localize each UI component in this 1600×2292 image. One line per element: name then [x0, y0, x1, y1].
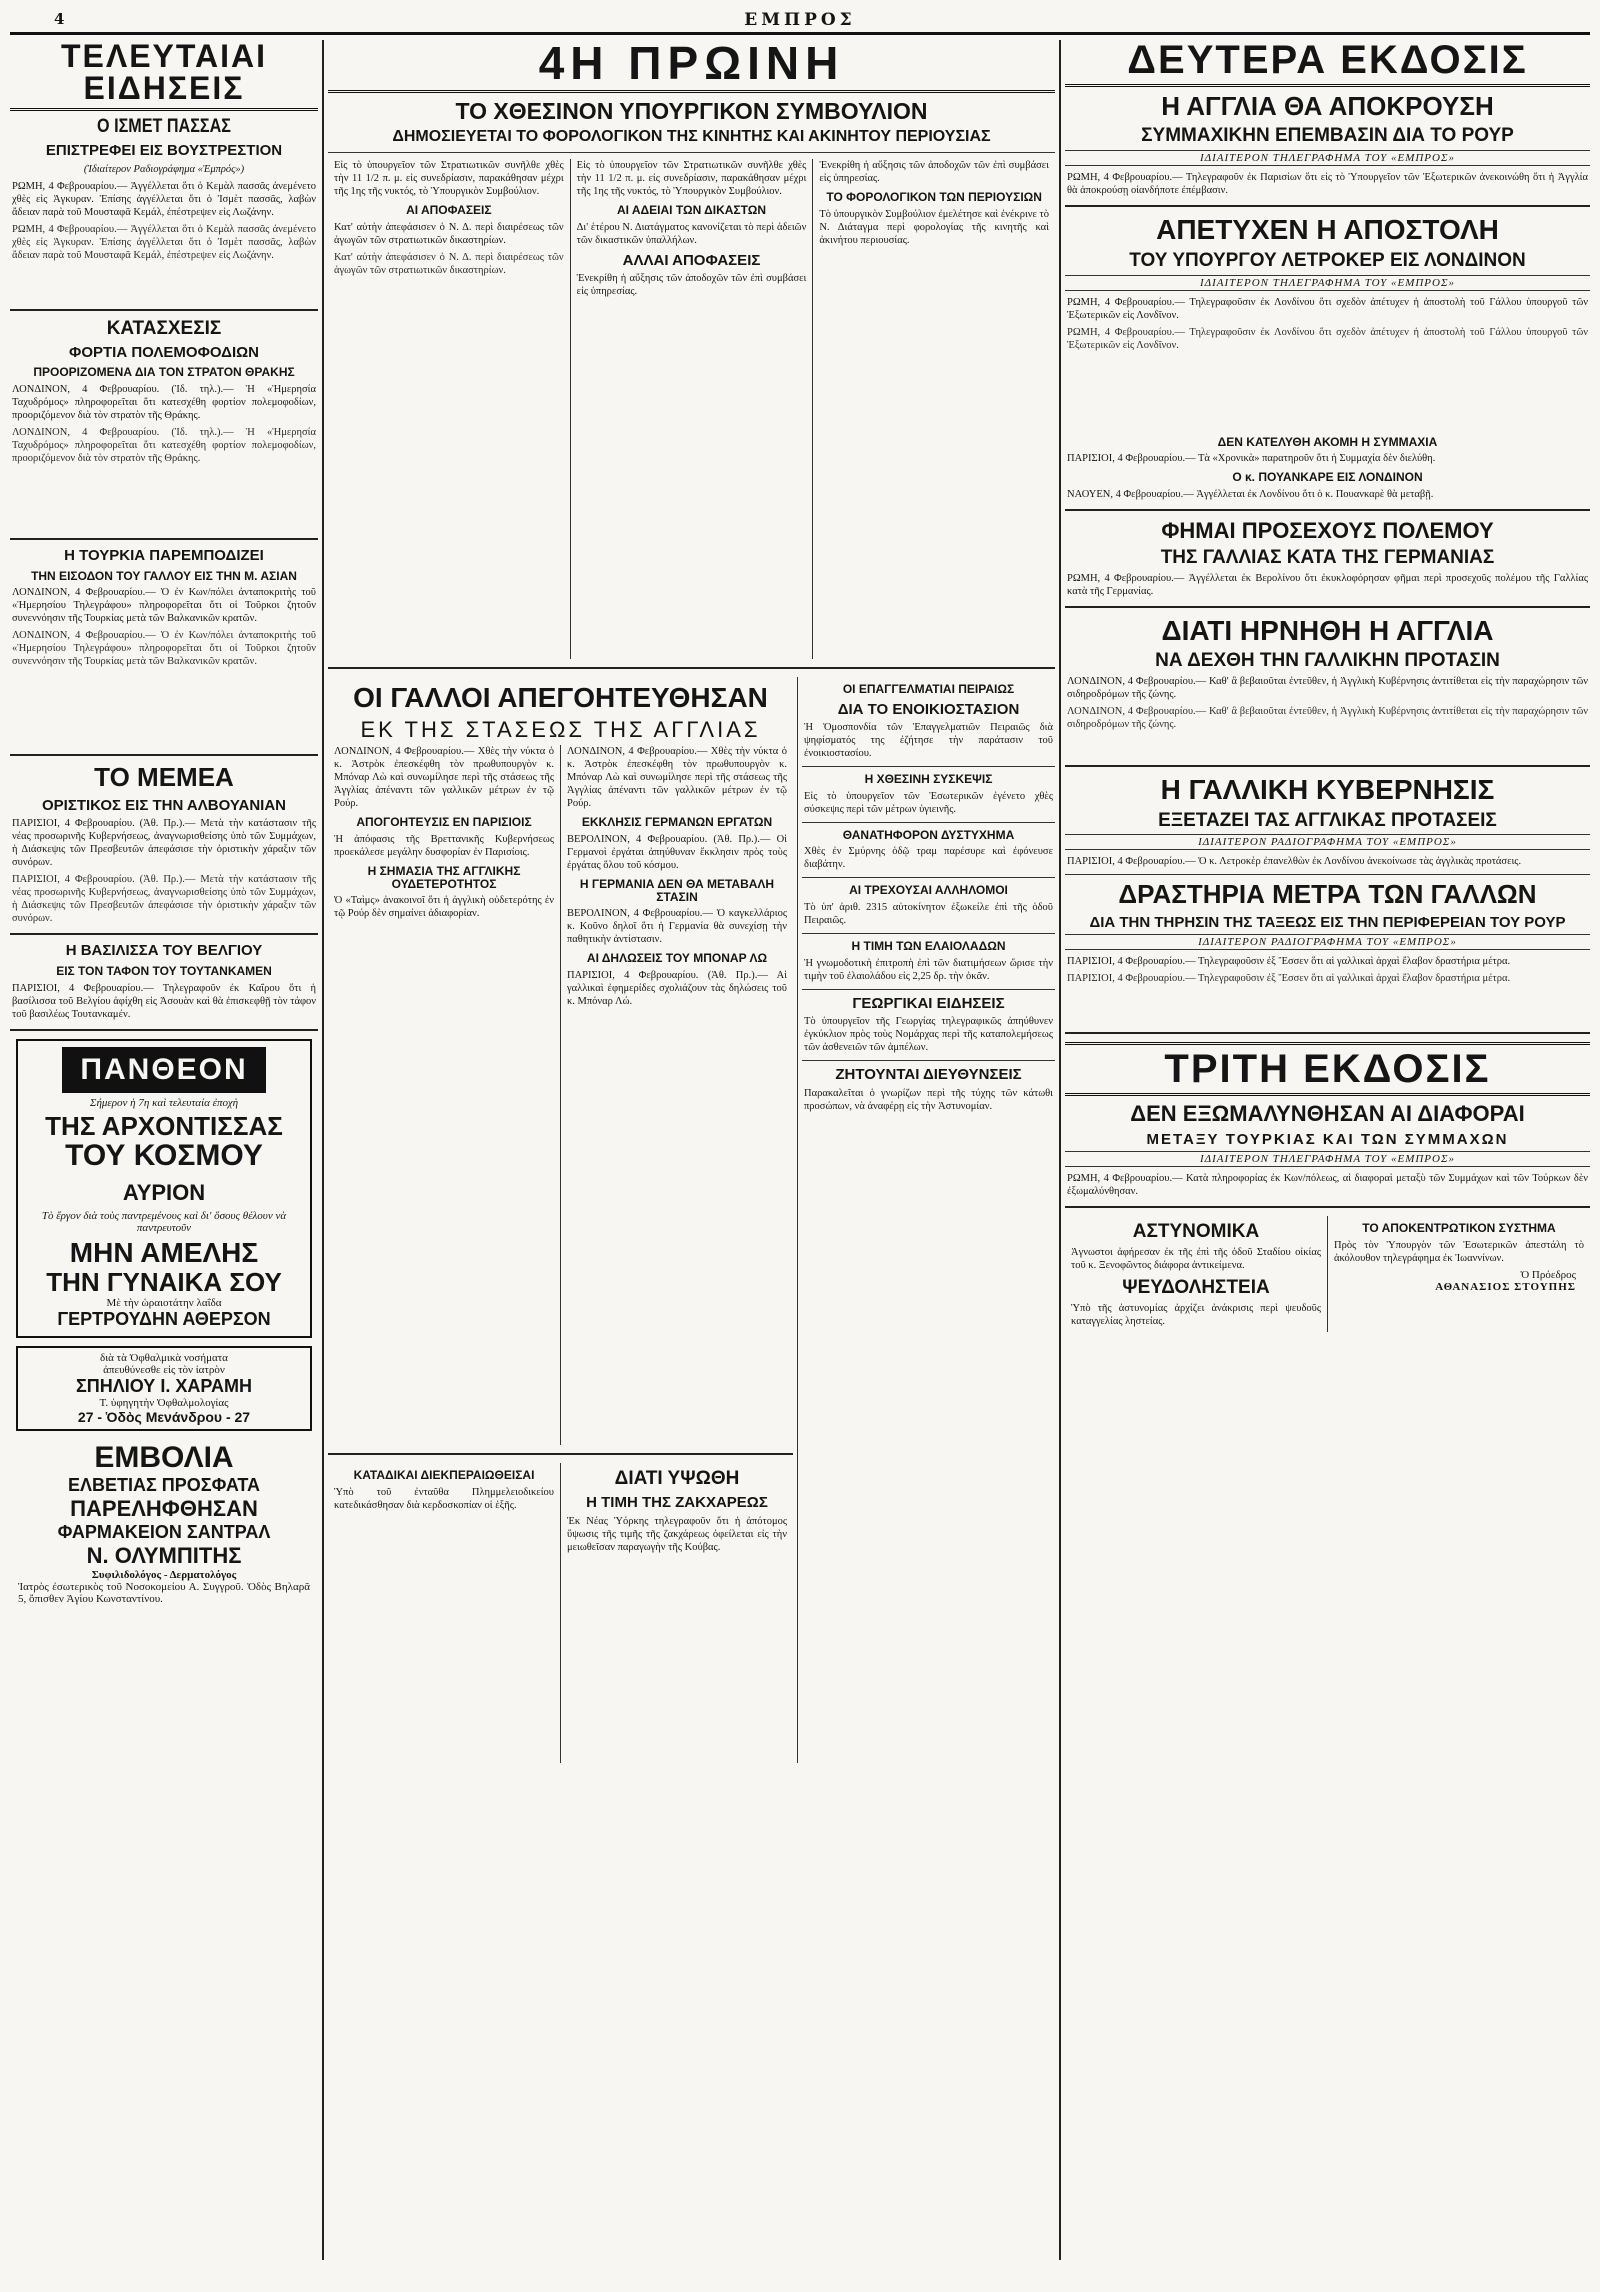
divider: [1065, 1206, 1590, 1208]
ad-pantheon-line3: ΤΟΥ ΚΟΣΜΟΥ: [65, 1139, 263, 1172]
subhead-arnithi: ΝΑ ΔΕΧΘΗ ΤΗΝ ΓΑΛΛΙΚΗΝ ΠΡΟΤΑΣΙΝ: [1155, 650, 1500, 672]
article-simasia: Ὁ «Ταὶμς» ἀνακοινοῖ ὅτι ἡ ἀγγλικὴ οὐδετερότης ἐν τῷ Ρούρ δὲν σημαίνει ἀδιαφορίαν.: [334, 895, 554, 920]
article-elaiolada: Ἡ γνωμοδοτικὴ ἐπιτροπὴ ἐπὶ τῶν διατιμήσεων ὥρισε τὴν τιμὴν τοῦ ἐλαιολάδου εἰς 2,25 δρ. τὴν ὀκᾶν.: [804, 957, 1053, 982]
headline-astynomika: ΑΣΤΥΝΟΜΙΚΑ: [1132, 1221, 1260, 1243]
galloi-col-2: [560, 745, 793, 1445]
signature-name: ΑΘΑΝΑΣΙΟΣ ΣΤΟΥΠΗΣ: [1435, 1280, 1576, 1293]
headline-fimai: ΦΗΜΑΙ ΠΡΟΣΕΧΟΥΣ ΠΟΛΕΜΟΥ: [1161, 517, 1494, 543]
article-arnithi-continued: ΛΟΝΔΙΝΟΝ, 4 Φεβρουαρίου.— Καθ' ἃ βεβαιοῦται ἐντεῦθεν, ἡ Ἀγγλικὴ Κυβέρνησις ἀντιτίθεται εἰς τὴν παραχώρησιν τῶν σιδηροδρόμων τῆς ζώνης.: [1067, 706, 1588, 731]
article-kyvernisis: ΠΑΡΙΣΙΟΙ, 4 Φεβρουαρίου.— Ὁ κ. Λετροκὲρ ἐπανελθὼν ἐκ Λονδίνου ἀνεκοίνωσε τὰς ἀγγλικὰς προτάσεις.: [1067, 856, 1522, 868]
banner-second-edition: ΔΕΥΤΕΡΑ ΕΚΔΟΣΙΣ: [1065, 40, 1590, 87]
ad-emvolia-line1: ΕΜΒΟΛΙΑ: [94, 1440, 234, 1474]
source-kyvernisis: ΙΔΙΑΙΤΕΡΟΝ ΡΑΔΙΟΓΡΑΦΗΜΑ ΤΟΥ «ΕΜΠΡΟΣ»: [1065, 834, 1590, 850]
newspaper-page: [10, 10, 1590, 2272]
article-vasilissa: ΠΑΡΙΣΙΟΙ, 4 Φεβρουαρίου.— Τηλεγραφοῦν ἐκ Καΐρου ὅτι ἡ βασίλισσα τοῦ Βελγίου ἀφίχθη εἰς Ἀσουὰν καὶ θὰ ἐπισκεφθῇ τὸν τάφον τοῦ βασιλέως Τουτανκαμέν.: [12, 982, 316, 1020]
galloi-section: [328, 677, 798, 1763]
article-diekperaioseis: Ὑπὸ τοῦ ἐνταῦθα Πλημμελειοδικείου κατεδικάσθησαν διὰ κερδοσκοπίαν οἱ ἑξῆς.: [334, 1487, 554, 1512]
divider: [1065, 765, 1590, 767]
article-forologikon: Τὸ ὑπουργικὸν Συμβούλιον ἐμελέτησε καὶ ἐνέκρινε τὸ Ν. Διάταγμα περὶ φορολογίας τῆς κινητῆς καὶ ἀκινήτου περιουσίας.: [819, 208, 1050, 246]
subhead-memea: ΟΡΙΣΤΙΚΟΣ ΕΙΣ ΤΗΝ ΑΛΒΟΥΑΝΙΑΝ: [42, 796, 286, 814]
headline-forologikon: ΤΟ ΦΟΡΟΛΟΓΙΚΟΝ ΤΩΝ ΠΕΡΙΟΥΣΙΩΝ: [826, 189, 1042, 204]
article-ismet-continued: ΡΩΜΗ, 4 Φεβρουαρίου.— Ἀγγέλλεται ὅτι ὁ Κεμὰλ πασσᾶς ἀνεμένετο χθὲς εἰς Ἀγκυραν. Ἐπίσης ἀγγέλλεται ὅτι ὁ Ἰσμὲτ πασσᾶς, λαβὼν ἄδειαν παρὰ τοῦ Μουσταφᾶ Κεμάλ, ἐπέστρεψεν εἰς Λωζάνην.: [12, 223, 316, 261]
divider: [10, 1029, 318, 1031]
column-rule: [1059, 40, 1061, 2260]
police-columns: [1065, 1216, 1590, 1332]
article-galloi-continued: ΛΟΝΔΙΝΟΝ, 4 Φεβρουαρίου.— Χθὲς τὴν νύκτα ὁ κ. Ἀστρὸκ ἐπεσκέφθη τὸν πρωθυπουργὸν κ. Μπόναρ Λὼ καὶ συνωμίλησε περὶ τῆς στάσεως τῆς Ἀγγλίας ἀπέναντι τῶν γαλλικῶν μέτρων ἐν τῷ Ρούρ.: [567, 746, 787, 810]
article-thanatosis: Χθὲς ἐν Σμύρνης ὁδῷ τραμ παρέσυρε καὶ ἐφόνευσε διαβάτην.: [804, 846, 1053, 871]
police-col-2: [1327, 1216, 1590, 1332]
headline-kyvernisis: Η ΓΑΛΛΙΚΗ ΚΥΒΕΡΝΗΣΙΣ: [1160, 774, 1495, 806]
column-latest-news: [10, 40, 318, 2265]
ad-pantheon-line4: ΑΥΡΙΟΝ: [122, 1179, 206, 1205]
article-apofaseis-continued: Κατ' αὐτὴν ἀπεφάσισεν ὁ Ν. Δ. περὶ διαιρέσεως τῶν ἀγωγῶν τῶν στρατιωτικῶν δικαστηρίων.: [334, 251, 564, 276]
divider: [328, 1453, 793, 1455]
ad-pantheon-line7: ΤΗΝ ΓΥΝΑΙΚΑ ΣΟΥ: [46, 1267, 282, 1298]
subhead-kataschesis: ΦΟΡΤΙΑ ΠΟΛΕΜΟΦΟΔΙΩΝ: [69, 343, 259, 361]
article-allai: Ἐνεκρίθη ἡ αὔξησις τῶν ἀποδοχῶν τῶν ἐπὶ συμβάσει εἰς ὑπηρεσίας.: [576, 273, 807, 298]
ad-pantheon-line6: ΜΗΝ ΑΜΕΛΗΣ: [69, 1236, 259, 1268]
subhead-metra: ΔΙΑ ΤΗΝ ΤΗΡΗΣΙΝ ΤΗΣ ΤΑΞΕΩΣ ΕΙΣ ΤΗΝ ΠΕΡΙΦΕΡΕΙΑΝ ΤΟΥ ΡΟΥΡ: [1089, 913, 1566, 931]
ad-emvolia-line4: ΦΑΡΜΑΚΕΙΟΝ ΣΑΝΤΡΑΛ: [57, 1521, 271, 1542]
article-metra: ΠΑΡΙΣΙΟΙ, 4 Φεβρουαρίου.— Τηλεγραφοῦσιν ἐξ Ἔσσεν ὅτι αἱ γαλλικαὶ ἀρχαὶ ἔλαβον δραστήρια μέτρα.: [1067, 956, 1511, 968]
article-germanoi: ΒΕΡΟΛΙΝΟΝ, 4 Φεβρουαρίου. (Ἀθ. Πρ.).— Οἱ Γερμανοὶ ἐργάται ἀπηύθυναν ἔκκλησιν πρὸς τοὺς ἐργάτας ὅλου τοῦ κόσμου.: [567, 834, 787, 872]
headline-aftokinita: ΑΙ ΤΡΕΧΟΥΣΑΙ ΑΛΛΗΛΟΜΟΙ: [849, 883, 1008, 898]
article-skepsis: Εἰς τὸ ὑπουργεῖον τῶν Ἐσωτερικῶν ἐγένετο χθὲς σύσκεψις περὶ τῶν μέτρων ὑγιεινῆς.: [804, 790, 1053, 815]
article-germania: ΒΕΡΟΛΙΝΟΝ, 4 Φεβρουαρίου.— Ὁ καγκελλάριος κ. Κοῦνο δηλοῖ ὅτι ἡ Γερμανία θὰ συνεχίσῃ τὴν παθητικὴν ἀντίστασιν.: [567, 908, 787, 946]
headline-dieythynseis: ΖΗΤΟΥΝΤΑΙ ΔΙΕΥΘΥΝΣΕΙΣ: [835, 1066, 1022, 1084]
headline-georgikai: ΓΕΩΡΓΙΚΑΙ ΕΙΔΗΣΕΙΣ: [852, 994, 1005, 1012]
divider: [1065, 874, 1590, 875]
article-systima: Πρὸς τὸν Ὑπουργὸν τῶν Ἐσωτερικῶν ἀπεστάλη τὸ ἀκόλουθον τηλεγράφημα ἐκ Ἰωαννίνων.: [1334, 1239, 1584, 1264]
ad-pantheon-line2: ΤΗΣ ΑΡΧΟΝΤΙΣΣΑΣ: [45, 1110, 283, 1141]
article-apogoiteusis: Ἡ ἀπόφασις τῆς Βρεττανικῆς Κυβερνήσεως προεκάλεσε μεγάλην δυσφορίαν ἐν Παρισίοις.: [334, 834, 554, 859]
article-galloi: ΛΟΝΔΙΝΟΝ, 4 Φεβρουαρίου.— Χθὲς τὴν νύκτα ὁ κ. Ἀστρὸκ ἐπεσκέφθη τὸν πρωθυπουργὸν κ. Μπόναρ Λὼ καὶ συνωμίλησε περὶ τῆς στάσεως τῆς Ἀγγλίας ἀπέναντι τῶν γαλλικῶν μέτρων ἐν τῷ Ρούρ.: [334, 746, 554, 810]
cabinet-columns: [328, 159, 1055, 659]
headline-cabinet: ΤΟ ΧΘΕΣΙΝΟΝ ΥΠΟΥΡΓΙΚΟΝ ΣΥΜΒΟΥΛΙΟΝ: [455, 98, 928, 124]
article-aposteli-continued: ΡΩΜΗ, 4 Φεβρουαρίου.— Τηλεγραφοῦσιν ἐκ Λονδίνου ὅτι σχεδὸν ἀπέτυχεν ἡ ἀποστολὴ τοῦ Γάλλου ὑπουργοῦ τῶν Ἐξωτερικῶν εἰς Λονδῖνον.: [1067, 326, 1588, 351]
bottom-col-1: [328, 1463, 560, 1763]
headline-germania: Η ΓΕΡΜΑΝΙΑ ΔΕΝ ΘΑ ΜΕΤΑΒΑΛΗ ΣΤΑΣΙΝ: [579, 877, 775, 904]
headline-dikastai: ΑΙ ΑΔΕΙΑΙ ΤΩΝ ΔΙΚΑΣΤΩΝ: [616, 202, 767, 217]
ad-emvolia-line2: ΕΛΒΕΤΙΑΣ ΠΡΟΣΦΑΤΑ: [67, 1474, 261, 1495]
article-bonarlo: ΠΑΡΙΣΙΟΙ, 4 Φεβρουαρίου. (Ἀθ. Πρ.).— Αἱ γαλλικαὶ ἐφημερίδες σχολιάζουν τὰς δηλώσεις τοῦ κ. Μπόναρ Λώ.: [567, 969, 787, 1007]
article-aftokinita: Τὸ ὑπ' ἀριθ. 2315 αὐτοκίνητον ἐξωκείλε ἐπὶ τῆς ὁδοῦ Πειραιῶς.: [804, 902, 1053, 927]
article-kataschesis: ΛΟΝΔΙΝΟΝ, 4 Φεβρουαρίου. (Ἰδ. τηλ.).— Ἡ «Ἡμερησία Ταχυδρόμος» πληροφορεῖται ὅτι κατεσχέθη φορτίον πολεμοφοδίων, προοριζόμενον διὰ τὸν στρατὸν τῆς Θράκης.: [12, 383, 316, 421]
article-memea: ΠΑΡΙΣΙΟΙ, 4 Φεβρουαρίου. (Ἀθ. Πρ.).— Μετὰ τὴν κατάστασιν τῆς νέας προσωρινῆς Κυβερνήσεως, ἀναγνωρισθείσης ὑπὸ τῶν Συμμάχων, ἡ Διάσκεψις τῶν Πρεσβευτῶν ἀπεφάσισε τὴν ὀριστικὴν χάραξιν τῶν συνόρων.: [12, 818, 316, 869]
right-subcolumn: [798, 677, 1055, 1707]
source-triti: ΙΔΙΑΙΤΕΡΟΝ ΤΗΛΕΓΡΑΦΗΜΑ ΤΟΥ «ΕΜΠΡΟΣ»: [1065, 1151, 1590, 1167]
article-apofaseis: Κατ' αὐτὴν ἀπεφάσισεν ὁ Ν. Δ. περὶ διαιρέσεως τῶν ἀγωγῶν τῶν στρατιωτικῶν δικαστηρίων.: [334, 221, 564, 246]
subhead-aposteli: ΤΟΥ ΥΠΟΥΡΓΟΥ ΛΕΤΡΟΚΕΡ ΕΙΣ ΛΟΝΔΙΝΟΝ: [1129, 249, 1526, 271]
ad-pantheon: [16, 1039, 312, 1338]
ad-pantheon-line5: Τὸ ἔργον διὰ τοὺς παντρεμένους καὶ δι' ὅσους θέλουν νὰ παντρευτοῦν: [41, 1209, 287, 1234]
article-dikastai: Δι' ἑτέρου Ν. Διατάγματος κανονίζεται τὸ περὶ ἀδειῶν τῶν δικαστικῶν ὑπαλλήλων.: [576, 221, 807, 246]
lower-section: [328, 677, 1055, 1763]
ad-pantheon-line1: Σήμερον ἡ 7η καὶ τελευταία ἐποχὴ: [89, 1096, 239, 1109]
headline-pseudo: ΨΕΥΔΟΛΗΣΤΕΙΑ: [1122, 1277, 1270, 1299]
headline-poincare: Ο κ. ΠΟΥΑΝΚΑΡΕ ΕΙΣ ΛΟΝΔΙΝΟΝ: [1232, 470, 1423, 485]
subhead-kyvernisis: ΕΞΕΤΑΖΕΙ ΤΑΣ ΑΓΓΛΙΚΑΣ ΠΡΟΤΑΣΕΙΣ: [1158, 809, 1497, 831]
article-tourkia-continued: ΛΟΝΔΙΝΟΝ, 4 Φεβρουαρίου.— Ὁ ἐν Κων/πόλει ἀνταποκριτὴς τοῦ «Ἡμερησίου Τηλεγράφου» πληροφορεῖται ὅτι οἱ Τοῦρκοι ζητοῦν συνεννόησιν τῆς Τουρκίας μετὰ τῶν Βαλκανικῶν κρατῶν.: [12, 630, 316, 668]
source-anglia: ΙΔΙΑΙΤΕΡΟΝ ΤΗΛΕΓΡΑΦΗΜΑ ΤΟΥ «ΕΜΠΡΟΣ»: [1065, 150, 1590, 166]
headline-systima: ΤΟ ΑΠΟΚΕΝΤΡΩΤΙΚΟΝ ΣΥΣΤΗΜΑ: [1362, 1221, 1556, 1236]
divider: [10, 933, 318, 935]
banner-latest-news: ΤΕΛΕΥΤΑΙΑΙ ΕΙΔΗΣΕΙΣ: [10, 40, 318, 111]
headline-galloi: ΟΙ ΓΑΛΛΟΙ ΑΠΕΓΟΗΤΕΥΘΗΣΑΝ: [353, 681, 768, 713]
article-cabinet-continued: Εἰς τὸ ὑπουργεῖον τῶν Στρατιωτικῶν συνῆλθε χθὲς τὴν 11 1/2 π. μ. εἰς συνεδρίασιν, παρακάθησαν μέχρι τῆς 1ης τῆς νυκτός, τὸ Ὑπουργικὸν Συμβούλιον.: [576, 159, 807, 197]
ad-emvolia-line3: ΠΑΡΕΛΗΦΘΗΣΑΝ: [70, 1495, 258, 1521]
ad-emvolia-line6: Συφιλιδολόγος - Δερματολόγος: [91, 1568, 237, 1581]
headline-memea: ΤΟ ΜΕΜΕΑ: [94, 762, 234, 793]
source-aposteli: ΙΔΙΑΙΤΕΡΟΝ ΤΗΛΕΓΡΑΦΗΜΑ ΤΟΥ «ΕΜΠΡΟΣ»: [1065, 275, 1590, 291]
divider: [1065, 509, 1590, 511]
headline-enoikia: ΟΙ ΕΠΑΓΓΕΛΜΑΤΙΑΙ ΠΕΙΡΑΙΩΣ: [842, 681, 1015, 696]
divider: [802, 822, 1055, 823]
banner-third-edition: ΤΡΙΤΗ ΕΚΔΟΣΙΣ: [1065, 1042, 1590, 1096]
column-second-edition: [1065, 40, 1590, 2265]
subhead-fimai: ΤΗΣ ΓΑΛΛΙΑΣ ΚΑΤΑ ΤΗΣ ΓΕΡΜΑΝΙΑΣ: [1160, 546, 1495, 568]
article-fimai: ΡΩΜΗ, 4 Φεβρουαρίου.— Ἀγγέλλεται ἐκ Βερολίνου ὅτι ἐκυκλοφόρησαν φῆμαι περὶ προσεχοῦς πολέμου τῆς Γαλλίας κατὰ τῆς Γερμανίας.: [1067, 572, 1588, 597]
ad-charami: [16, 1346, 312, 1431]
article-kataschesis-continued: ΛΟΝΔΙΝΟΝ, 4 Φεβρουαρίου. (Ἰδ. τηλ.).— Ἡ «Ἡμερησία Ταχυδρόμος» πληροφορεῖται ὅτι κατεσχέθη φορτίον πολεμοφοδίων, προοριζόμενον διὰ τὸν στρατὸν τῆς Θράκης.: [12, 426, 316, 464]
headline-metra: ΔΡΑΣΤΗΡΙΑ ΜΕΤΡΑ ΤΩΝ ΓΑΛΛΩΝ: [1118, 879, 1537, 910]
banner-morning-edition: 4Η ΠΡΩΙΝΗ: [328, 40, 1055, 93]
divider: [10, 309, 318, 311]
divider: [802, 1060, 1055, 1061]
ad-emvolia-line5: Ν. ΟΛΥΜΠΙΤΗΣ: [86, 1542, 242, 1568]
headline-arnithi: ΔΙΑΤΙ ΗΡΝΗΘΗ Η ΑΓΓΛΙΑ: [1161, 614, 1494, 646]
bottom-columns: [328, 1463, 793, 1763]
article-memea-continued: ΠΑΡΙΣΙΟΙ, 4 Φεβρουαρίου. (Ἀθ. Πρ.).— Μετὰ τὴν κατάστασιν τῆς νέας προσωρινῆς Κυβερνήσεως, ἀναγνωρισθείσης ὑπὸ τῶν Συμμάχων, ἡ Διάσκεψις τῶν Πρεσβευτῶν ἀπεφάσισε τὴν ὀριστικὴν χάραξιν τῶν συνόρων.: [12, 874, 316, 925]
divider: [1065, 606, 1590, 608]
article-zachari: Ἐκ Νέας Ὑόρκης τηλεγραφοῦν ὅτι ἡ ἀπότομος ὕψωσις τῆς τιμῆς τῆς ζακχάρεως ὀφείλεται εἰς τὴν μειωθεῖσαν παραγωγὴν τῆς Κούβας.: [567, 1516, 787, 1554]
column-rule: [322, 40, 324, 2260]
subhead-cabinet: ΔΗΜΟΣΙΕΥΕΤΑΙ ΤΟ ΦΟΡΟΛΟΓΙΚΟΝ ΤΗΣ ΚΙΝΗΤΗΣ ΚΑΙ ΑΚΙΝΗΤΟΥ ΠΕΡΙΟΥΣΙΑΣ: [392, 128, 991, 146]
police-col-1: [1065, 1216, 1327, 1332]
article-anglia: ΡΩΜΗ, 4 Φεβρουαρίου.— Τηλεγραφοῦν ἐκ Παρισίων ὅτι εἰς τὸ Ὑπουργεῖον τῶν Ἐξωτερικῶν ἀνεκοινώθη ὅτι ἡ Ἀγγλία θὰ ἀποκρούσῃ οἱανδήποτε ἐπέμβασιν.: [1067, 172, 1588, 197]
subhead-enoikia: ΔΙΑ ΤΟ ΕΝΟΙΚΙΟΣΤΑΣΙΟΝ: [837, 700, 1020, 718]
ad-pantheon-line9: ΓΕΡΤΡΟΥΔΗΝ ΑΘΕΡΣΟΝ: [57, 1308, 271, 1329]
article-allai-continued: Ἐνεκρίθη ἡ αὔξησις τῶν ἀποδοχῶν τῶν ἐπὶ συμβάσει εἰς ὑπηρεσίας.: [819, 159, 1050, 184]
headline-thanatosis: ΘΑΝΑΤΗΦΟΡΟΝ ΔΥΣΤΥΧΗΜΑ: [842, 827, 1015, 842]
article-symmachia: ΠΑΡΙΣΙΟΙ, 4 Φεβρουαρίου.— Τὰ «Χρονικὰ» παρατηροῦν ὅτι ἡ Συμμαχία δὲν διελύθη.: [1067, 453, 1436, 465]
article-poincare: ΝΑΟΥΕΝ, 4 Φεβρουαρίου.— Ἀγγέλλεται ἐκ Λονδίνου ὅτι ὁ κ. Πουανκαρὲ θὰ μεταβῇ.: [1067, 488, 1434, 500]
headline-aposteli: ΑΠΕΤΥΧΕΝ Η ΑΠΟΣΤΟΛΗ: [1156, 214, 1499, 246]
article-cabinet: Εἰς τὸ ὑπουργεῖον τῶν Στρατιωτικῶν συνῆλθε χθὲς τὴν 11 1/2 π. μ. εἰς συνεδρίασιν, παρακάθησαν μέχρι τῆς 1ης τῆς νυκτός, τὸ Ὑπουργικὸν Συμβούλιον.: [334, 159, 564, 197]
subhead-zachari: Η ΤΙΜΗ ΤΗΣ ΖΑΚΧΑΡΕΩΣ: [586, 1494, 768, 1512]
headline-simasia: Η ΣΗΜΑΣΙΑ ΤΗΣ ΑΓΓΛΙΚΗΣ ΟΥΔΕΤΕΡΟΤΗΤΟΣ: [367, 864, 521, 891]
article-ismet: ΡΩΜΗ, 4 Φεβρουαρίου.— Ἀγγέλλεται ὅτι ὁ Κεμὰλ πασσᾶς ἀνεμένετο χθὲς εἰς Ἀγκυραν. Ἐπίσης ἀγγέλλεται ὅτι ὁ Ἰσμὲτ πασσᾶς, λαβὼν ἄδειαν παρὰ τοῦ Μουσταφᾶ Κεμάλ, ἐπέστρεψεν εἰς Λωζάνην.: [12, 180, 316, 218]
cabinet-col-3: [812, 159, 1055, 659]
subhead-ismet: ΕΠΙΣΤΡΕΦΕΙ ΕΙΣ ΒΟΥΣΤΡΕΣΤΙΟΝ: [45, 141, 283, 159]
headline-ismet: Ο ΙΣΜΕΤ ΠΑΣΣΑΣ: [97, 116, 231, 137]
cabinet-col-1: [328, 159, 570, 659]
subhead-triti: ΜΕΤΑΞΥ ΤΟΥΡΚΙΑΣ ΚΑΙ ΤΩΝ ΣΥΜΜΑΧΩΝ: [1146, 1130, 1509, 1148]
article-georgikai: Τὸ ὑπουργεῖον τῆς Γεωργίας τηλεγραφικῶς ἀπηύθυνεν ἐγκύκλιον πρὸς τοὺς Νομάρχας περὶ τῆς καταπολεμήσεως τῶν ἀσθενειῶν τῶν ἀμπέλων.: [804, 1016, 1053, 1054]
cabinet-col-2: [570, 159, 813, 659]
headline-symmachia: ΔΕΝ ΚΑΤΕΛΥΘΗ ΑΚΟΜΗ Η ΣΥΜΜΑΧΙΑ: [1217, 434, 1438, 449]
ad-pantheon-line8: Μὲ τὴν ὡραιοτάτην λαΐδα: [106, 1296, 222, 1309]
divider: [802, 933, 1055, 934]
headline-apogoiteusis: ΑΠΟΓΟΗΤΕΥΣΙΣ ΕΝ ΠΑΡΙΣΙΟΙΣ: [356, 815, 532, 830]
divider: [10, 538, 318, 540]
ad-charami-line2: ἀπευθύνεσθε εἰς τὸν ἰατρὸν: [103, 1363, 225, 1376]
article-dieythynseis: Παρακαλεῖται ὁ γνωρίζων περὶ τῆς τύχης τῶν κάτωθι προσώπων, νὰ ἀναφέρῃ εἰς τὴν Ἀστυνομίαν.: [804, 1088, 1053, 1113]
headline-kataschesis: ΚΑΤΑΣΧΕΣΙΣ: [106, 317, 222, 339]
headline-germanoi: ΕΚΚΛΗΣΙΣ ΓΕΡΜΑΝΩΝ ΕΡΓΑΤΩΝ: [581, 815, 773, 830]
signature-label: Ὁ Πρόεδρος: [1520, 1268, 1576, 1281]
ad-charami-line1: διὰ τὰ Ὀφθαλμικὰ νοσήματα: [100, 1351, 228, 1364]
divider: [10, 754, 318, 756]
subhead-galloi: ΕΚ ΤΗΣ ΣΤΑΣΕΩΣ ΤΗΣ ΑΓΓΛΙΑΣ: [360, 717, 761, 743]
article-tourkia: ΛΟΝΔΙΝΟΝ, 4 Φεβρουαρίου.— Ὁ ἐν Κων/πόλει ἀνταποκριτὴς τοῦ «Ἡμερησίου Τηλεγράφου» πληροφορεῖται ὅτι οἱ Τοῦρκοι ζητοῦν συνεννόησιν τῆς Τουρκίας μετὰ τῶν Βαλκανικῶν κρατῶν.: [12, 587, 316, 625]
headline-elaiolada: Η ΤΙΜΗ ΤΩΝ ΕΛΑΙΟΛΑΔΩΝ: [851, 939, 1006, 954]
ad-emvolia: [16, 1439, 312, 1607]
ad-charami-line4: 27 - Ὁδὸς Μενάνδρου - 27: [77, 1408, 251, 1425]
divider: [802, 989, 1055, 990]
headline-tourkia: Η ΤΟΥΡΚΙΑ ΠΑΡΕΜΠΟΔΙΖΕΙ: [64, 546, 264, 564]
headline-apofaseis: ΑΙ ΑΠΟΦΑΣΕΙΣ: [406, 202, 492, 217]
divider: [1065, 1032, 1590, 1034]
article-astynomika: Ἀγνωστοι ἀφήρεσαν ἐκ τῆς ἐπὶ τῆς ὁδοῦ Σταδίου οἰκίας τοῦ κ. Ξενοφῶντος διάφορα ἀντικείμενα.: [1071, 1247, 1321, 1272]
article-aposteli: ΡΩΜΗ, 4 Φεβρουαρίου.— Τηλεγραφοῦσιν ἐκ Λονδίνου ὅτι σχεδὸν ἀπέτυχεν ἡ ἀποστολὴ τοῦ Γάλλου ὑπουργοῦ τῶν Ἐξωτερικῶν εἰς Λονδῖνον.: [1067, 296, 1588, 321]
headline-bonarlo: ΑΙ ΔΗΛΩΣΕΙΣ ΤΟΥ ΜΠΟΝΑΡ ΛΩ: [586, 951, 768, 966]
divider: [802, 877, 1055, 878]
bottom-col-2: [560, 1463, 793, 1763]
headline-anglia: Η ΑΓΓΛΙΑ ΘΑ ΑΠΟΚΡΟΥΣΗ: [1161, 91, 1494, 121]
article-triti: ΡΩΜΗ, 4 Φεβρουαρίου.— Κατὰ πληροφορίας ἐκ Κων/πόλεως, αἱ διαφοραὶ μεταξὺ τῶν Συμμάχων καὶ τῶν Τούρκων δὲν ἐξωμαλύνθησαν.: [1067, 1173, 1588, 1198]
galloi-col-1: [328, 745, 560, 1445]
column-morning-edition: [328, 40, 1055, 2265]
ad-emvolia-line7: Ἰατρὸς ἐσωτερικὸς τοῦ Νοσοκομείου Α. Συγγροῦ. Ὁδὸς Βηλαρᾶ 5, ὄπισθεν Ἁγίου Κωνσταντίνου.: [18, 1580, 310, 1605]
source-ismet: (Ἰδιαίτερον Ραδιογράφημα «Ἐμπρός»): [83, 163, 245, 175]
article-metra-continued: ΠΑΡΙΣΙΟΙ, 4 Φεβρουαρίου.— Τηλεγραφοῦσιν ἐξ Ἔσσεν ὅτι αἱ γαλλικαὶ ἀρχαὶ ἔλαβον δραστήρια μέτρα.: [1067, 973, 1511, 985]
divider: [802, 766, 1055, 767]
source-metra: ΙΔΙΑΙΤΕΡΟΝ ΡΑΔΙΟΓΡΑΦΗΜΑ ΤΟΥ «ΕΜΠΡΟΣ»: [1065, 934, 1590, 950]
subhead-vasilissa: ΕΙΣ ΤΟΝ ΤΑΦΟΝ ΤΟΥ ΤΟΥΤΑΝΚΑΜΕΝ: [56, 964, 272, 979]
subhead-tourkia: ΤΗΝ ΕΙΣΟΔΟΝ ΤΟΥ ΓΑΛΛΟΥ ΕΙΣ ΤΗΝ Μ. ΑΣΙΑΝ: [31, 568, 297, 583]
divider: [328, 152, 1055, 153]
article-arnithi: ΛΟΝΔΙΝΟΝ, 4 Φεβρουαρίου.— Καθ' ἃ βεβαιοῦται ἐντεῦθεν, ἡ Ἀγγλικὴ Κυβέρνησις ἀντιτίθεται εἰς τὴν παραχώρησιν τῶν σιδηροδρόμων τῆς ζώνης.: [1067, 676, 1588, 701]
paper-name: ΕΜΠΡΟΣ: [744, 10, 856, 30]
article-pseudo: Ὑπὸ τῆς ἀστυνομίας ἀρχίζει ἀνάκρισις περὶ ψευδοῦς καταγγελίας ληστείας.: [1071, 1303, 1321, 1328]
subhead-anglia: ΣΥΜΜΑΧΙΚΗΝ ΕΠΕΜΒΑΣΙΝ ΔΙΑ ΤΟ ΡΟΥΡ: [1141, 125, 1514, 147]
divider: [1065, 205, 1590, 207]
headline-vasilissa: Η ΒΑΣΙΛΙΣΣΑ ΤΟΥ ΒΕΛΓΙΟΥ: [65, 942, 263, 960]
headline-allai: ΑΛΛΑΙ ΑΠΟΦΑΣΕΙΣ: [622, 251, 761, 269]
ad-charami-line3: Τ. ὑφηγητὴν Ὀφθαλμολογίας: [99, 1396, 229, 1409]
page-number: 4: [54, 10, 65, 28]
headline-diekperaioseis: ΚΑΤΑΔΙΚΑΙ ΔΙΕΚΠΕΡΑΙΩΘΕΙΣΑΙ: [353, 1468, 535, 1483]
headline-triti: ΔΕΝ ΕΞΩΜΑΛΥΝΘΗΣΑΝ ΑΙ ΔΙΑΦΟΡΑΙ: [1130, 1101, 1525, 1127]
ad-charami-name: ΣΠΗΛΙΟΥ Ι. ΧΑΡΑΜΗ: [76, 1375, 252, 1396]
divider: [328, 667, 1055, 669]
galloi-columns: [328, 745, 793, 1445]
headline-zachari: ΔΙΑΤΙ ΥΨΩΘΗ: [614, 1468, 740, 1490]
subhead2-kataschesis: ΠΡΟΟΡΙΖΟΜΕΝΑ ΔΙΑ ΤΟΝ ΣΤΡΑΤΟΝ ΘΡΑΚΗΣ: [33, 365, 295, 380]
ad-pantheon-name: ΠΑΝΘΕΟΝ: [62, 1047, 265, 1093]
masthead: [10, 10, 1590, 35]
headline-skepsis: Η ΧΘΕΣΙΝΗ ΣΥΣΚΕΨΙΣ: [864, 772, 993, 787]
signature-block: [1332, 1269, 1576, 1293]
article-enoikia: Ἡ Ὁμοσπονδία τῶν Ἐπαγγελματιῶν Πειραιῶς διὰ ψηφίσματός της ἐζήτησε τὴν παράτασιν τοῦ ἐνοικιοστασίου.: [804, 722, 1053, 760]
